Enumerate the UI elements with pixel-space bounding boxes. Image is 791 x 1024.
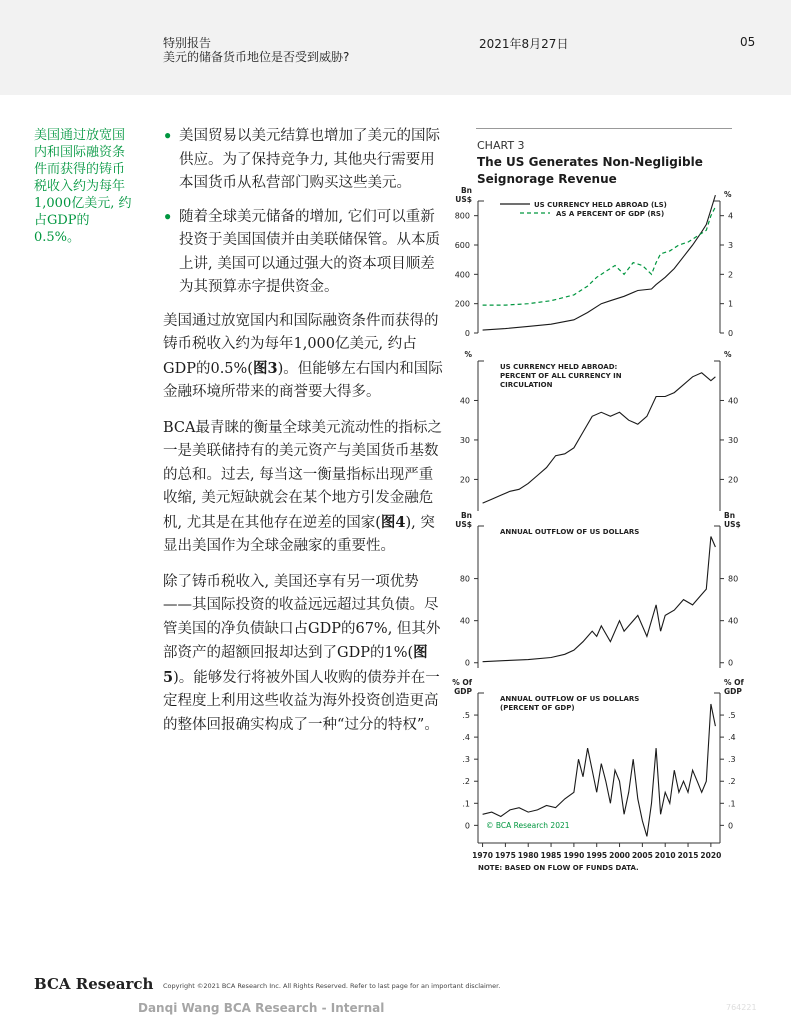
x-tick-label: 2005 <box>631 851 653 860</box>
y2-tick-label: 0 <box>728 329 734 338</box>
y-tick-label: 200 <box>454 299 470 309</box>
y-tick-label: .1 <box>462 799 470 809</box>
x-tick-label: 2000 <box>609 851 630 860</box>
y2-tick-label: .5 <box>728 711 736 721</box>
y-tick-label: 30 <box>459 435 470 445</box>
y2-tick-label: .3 <box>728 755 736 765</box>
paragraph <box>163 417 445 559</box>
paragraph <box>163 310 445 405</box>
legend-label: AS A PERCENT OF GDP (RS) <box>556 210 665 218</box>
paragraph-text: ), 突显出美国作为全球金融家的重要性。 <box>163 514 435 554</box>
x-tick-label: 1970 <box>472 851 494 860</box>
y2-unit-label: GDP <box>724 687 742 696</box>
paragraph-text: 美国通过放宽国内和国际融资条件而获得的铸币税收入约为每年1,000亿美元, 约占GDP的0.5%( <box>163 312 439 377</box>
panel-title: (PERCENT OF GDP) <box>500 704 575 712</box>
y-tick-label: 0 <box>464 658 470 668</box>
y2-tick-label: 80 <box>728 574 739 584</box>
y2-tick-label: .4 <box>728 733 736 743</box>
y-tick-label: 400 <box>454 270 470 280</box>
x-tick-label: 1990 <box>563 851 585 860</box>
bullet-item <box>163 206 445 300</box>
chart-label: CHART 3 <box>477 139 525 152</box>
bullet-icon: • <box>163 128 173 145</box>
bca-logo: BCA Research <box>34 975 154 993</box>
figure-ref[interactable]: 图3 <box>252 359 278 377</box>
y2-tick-label: 30 <box>728 435 739 445</box>
y-tick-label: 40 <box>459 616 470 626</box>
bullet-text: 美国贸易以美元结算也增加了美元的国际供应。为了保持竞争力, 其他央行需要用本国货币从私营部门购买这些美元。 <box>179 128 440 191</box>
y2-unit-label: Bn <box>724 511 736 520</box>
page-header <box>0 0 791 95</box>
y2-tick-label: 2 <box>728 270 734 280</box>
x-tick-label: 2010 <box>654 851 676 860</box>
y-tick-label: 600 <box>454 241 470 250</box>
bullet-list <box>163 125 445 300</box>
series-line <box>483 537 716 662</box>
chart-3 <box>440 183 790 883</box>
y-unit-label: US$ <box>455 520 472 529</box>
y2-tick-label: 0 <box>728 821 734 831</box>
y-unit-label: % <box>464 350 472 359</box>
y-unit-label: GDP <box>454 687 472 696</box>
paragraph-text: )。但能够左右国内和国际金融环境所带来的商誉要大得多。 <box>163 360 443 400</box>
y2-tick-label: .2 <box>728 777 736 787</box>
panel-title: CIRCULATION <box>500 381 553 389</box>
y2-unit-label: % <box>724 350 732 359</box>
y-tick-label: .5 <box>462 711 470 721</box>
y-unit-label: % Of <box>452 678 472 687</box>
chart-note: NOTE: BASED ON FLOW OF FUNDS DATA. <box>478 864 639 872</box>
y-unit-label: Bn <box>460 511 472 520</box>
y-unit-label: US$ <box>455 195 472 204</box>
y-tick-label: 40 <box>459 396 470 406</box>
y2-tick-label: 4 <box>728 211 734 221</box>
x-tick-label: 1985 <box>540 851 562 860</box>
y-unit-label: Bn <box>460 186 472 195</box>
document-code: 764221 <box>726 1003 757 1012</box>
y2-tick-label: 40 <box>728 616 739 626</box>
y-tick-label: 20 <box>459 475 470 485</box>
bullet-icon: • <box>163 208 173 226</box>
y-tick-label: .4 <box>462 733 470 743</box>
panel-title: ANNUAL OUTFLOW OF US DOLLARS <box>500 528 640 536</box>
y2-tick-label: 1 <box>728 299 734 309</box>
body-text <box>163 125 445 749</box>
watermark: Danqi Wang BCA Research - Internal <box>138 1001 385 1015</box>
panel-title: ANNUAL OUTFLOW OF US DOLLARS <box>500 695 640 703</box>
series-line <box>483 373 716 503</box>
copyright: Copyright ©2021 BCA Research Inc. All Rights Reserved. Refer to last page for an important disclaimer. <box>163 982 501 990</box>
chart-top-rule <box>476 128 732 129</box>
y2-tick-label: 0 <box>728 658 734 668</box>
paragraph <box>163 571 445 738</box>
sidenote: 美国通过放宽国内和国际融资条件而获得的铸币税收入约为每年1,000亿美元, 约占GDP的0.5%。 <box>34 128 132 245</box>
series-line <box>483 704 716 836</box>
x-tick-label: 1980 <box>517 851 539 860</box>
y-tick-label: 80 <box>459 574 470 584</box>
y2-tick-label: 40 <box>728 396 739 406</box>
series-line <box>483 207 716 305</box>
y2-unit-label: US$ <box>724 520 741 529</box>
y2-unit-label: % Of <box>724 678 744 687</box>
panel-title: US CURRENCY HELD ABROAD: <box>500 363 618 371</box>
paragraph-text: 除了铸币税收入, 美国还享有另一项优势——其国际投资的收益远远超过其负债。尽管美国的净负债缺口占GDP的67%, 但其外部资产的超额回报却达到了GDP的1%( <box>163 573 441 661</box>
y2-tick-label: 20 <box>728 475 739 485</box>
paragraph-text: )。能够发行将被外国人收购的债券并在一定程度上利用这些收益为海外投资创造更高的整体回报确实构成了一种“过分的特权”。 <box>163 669 440 733</box>
y2-tick-label: 3 <box>728 241 734 250</box>
y-tick-label: .2 <box>462 777 470 787</box>
chart-title: The US Generates Non-Negligible Seignorage Revenue <box>477 155 703 186</box>
x-tick-label: 2015 <box>677 851 699 860</box>
bullet-item <box>163 125 445 196</box>
y-tick-label: 0 <box>464 821 470 831</box>
y-tick-label: .3 <box>462 755 470 765</box>
x-tick-label: 1975 <box>494 851 516 860</box>
figure-ref[interactable]: 图4 <box>380 513 406 531</box>
legend-label: US CURRENCY HELD ABROAD (LS) <box>534 201 667 209</box>
paragraph-text: BCA最青睐的衡量全球美元流动性的指标之一是美联储持有的美元资产与美国货币基数的总和。过去, 每当这一衡量指标出现严重收缩, 美元短缺就会在某个地方引发金融危机, 尤其是在其他存在逆差的国家( <box>163 419 442 531</box>
x-tick-label: 1995 <box>586 851 608 860</box>
chart-source: © BCA Research 2021 <box>486 821 570 830</box>
y-tick-label: 800 <box>454 211 470 221</box>
y2-tick-label: .1 <box>728 799 736 809</box>
y2-unit-label: % <box>724 190 732 199</box>
figure-ref[interactable]: 图5 <box>163 644 428 686</box>
bullet-text: 随着全球美元储备的增加, 它们可以重新投资于美国国债并由美联储保管。从本质上讲, 美国可以通过强大的资本项目顺差为其预算赤字提供资金。 <box>179 208 440 295</box>
x-tick-label: 2020 <box>700 851 722 860</box>
page-number: 05 <box>740 35 756 49</box>
report-date: 2021年8月27日 <box>479 37 569 51</box>
report-title: 美元的储备货币地位是否受到威胁? <box>163 50 350 64</box>
report-type: 特别报告 <box>163 36 212 50</box>
panel-title: PERCENT OF ALL CURRENCY IN <box>500 372 622 380</box>
y-tick-label: 0 <box>464 329 470 338</box>
